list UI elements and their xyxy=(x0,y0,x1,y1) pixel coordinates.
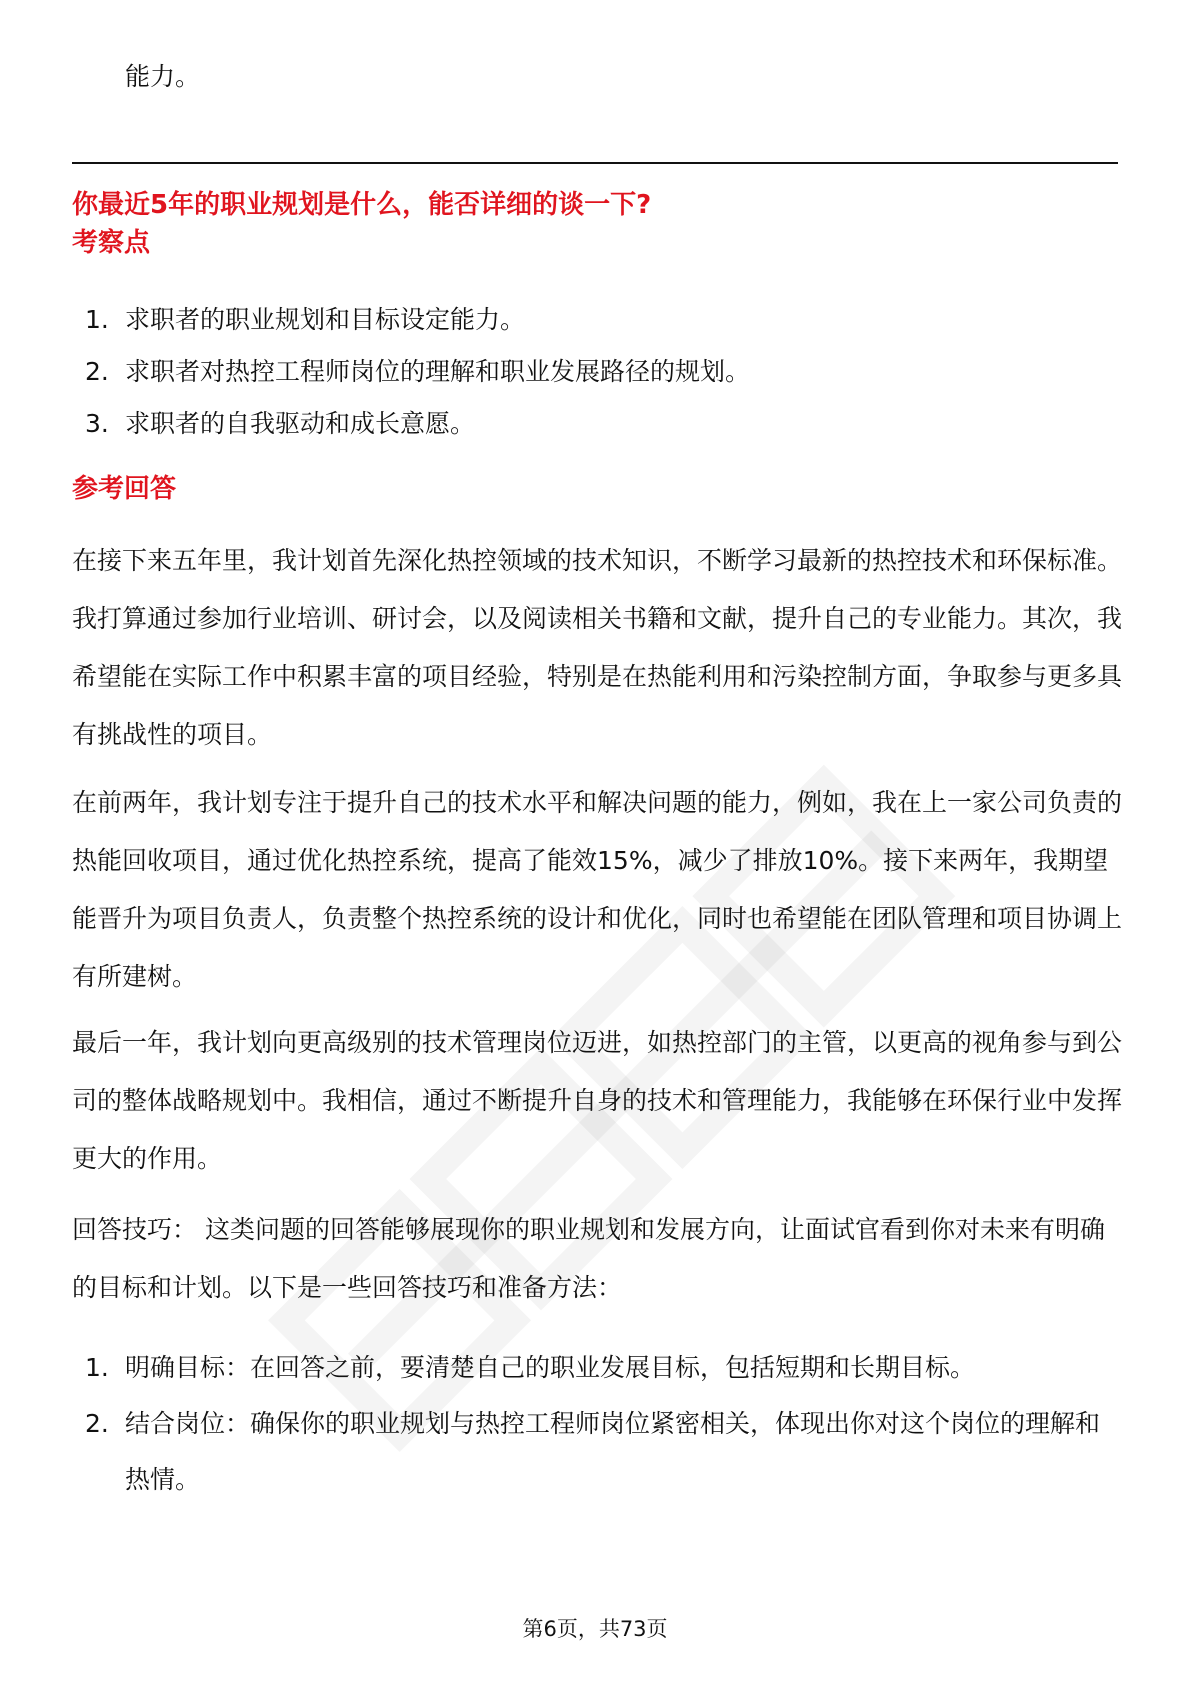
tips-intro: 回答技巧： 这类问题的回答能够展现你的职业规划和发展方向，让面试官看到你对未来有明确的目标和计划。以下是一些回答技巧和准备方法： xyxy=(72,1215,1105,1302)
page-footer: 第6页，共73页 xyxy=(522,1617,668,1641)
list-item-text: 求职者的职业规划和目标设定能力。 xyxy=(125,305,526,334)
continuation-text: 能力。 xyxy=(125,62,201,91)
list-number: 1. xyxy=(85,1353,109,1382)
list-item xyxy=(72,1340,1122,1396)
answer-paragraph-3: 最后一年，我计划向更高级别的技术管理岗位迈进，如热控部门的主管，以更高的视角参与到公司的整体战略规划中。我相信，通过不断提升自身的技术和管理能力，我能够在环保行业中发挥更大的作用。 xyxy=(72,1028,1123,1173)
focus-list xyxy=(72,294,1122,450)
list-item xyxy=(72,1396,1122,1508)
list-number: 1. xyxy=(85,305,109,334)
list-number: 2. xyxy=(85,1409,109,1438)
list-item xyxy=(72,346,1122,398)
list-item xyxy=(72,398,1122,450)
section-divider xyxy=(72,162,1118,164)
answer-paragraph-2: 在前两年，我计划专注于提升自己的技术水平和解决问题的能力，例如，我在上一家公司负责的热能回收项目，通过优化热控系统，提高了能效15%，减少了排放10%。接下来两年，我期望能晋升为项目负责人，负责整个热控系统的设计和优化，同时也希望能在团队管理和项目协调上有所建树。 xyxy=(72,788,1123,991)
list-item xyxy=(72,294,1122,346)
answer-paragraph-1: 在接下来五年里，我计划首先深化热控领域的技术知识，不断学习最新的热控技术和环保标准。我打算通过参加行业培训、研讨会，以及阅读相关书籍和文献，提升自己的专业能力。其次，我希望能在实际工作中积累丰富的项目经验，特别是在热能利用和污染控制方面，争取参与更多具有挑战性的项目。 xyxy=(72,546,1123,749)
list-item-text: 求职者对热控工程师岗位的理解和职业发展路径的规划。 xyxy=(125,357,751,386)
focus-heading: 考察点 xyxy=(72,228,151,258)
list-item-text: 明确目标：在回答之前，要清楚自己的职业发展目标，包括短期和长期目标。 xyxy=(125,1353,976,1382)
list-item-text: 结合岗位：确保你的职业规划与热控工程师岗位紧密相关，体现出你对这个岗位的理解和热情。 xyxy=(125,1409,1101,1494)
list-number: 3. xyxy=(85,409,109,438)
list-item-text: 求职者的自我驱动和成长意愿。 xyxy=(125,409,476,438)
question-title: 你最近5年的职业规划是什么，能否详细的谈一下? xyxy=(72,190,652,220)
list-number: 2. xyxy=(85,357,109,386)
tips-list xyxy=(72,1340,1122,1508)
answer-heading: 参考回答 xyxy=(72,474,177,504)
